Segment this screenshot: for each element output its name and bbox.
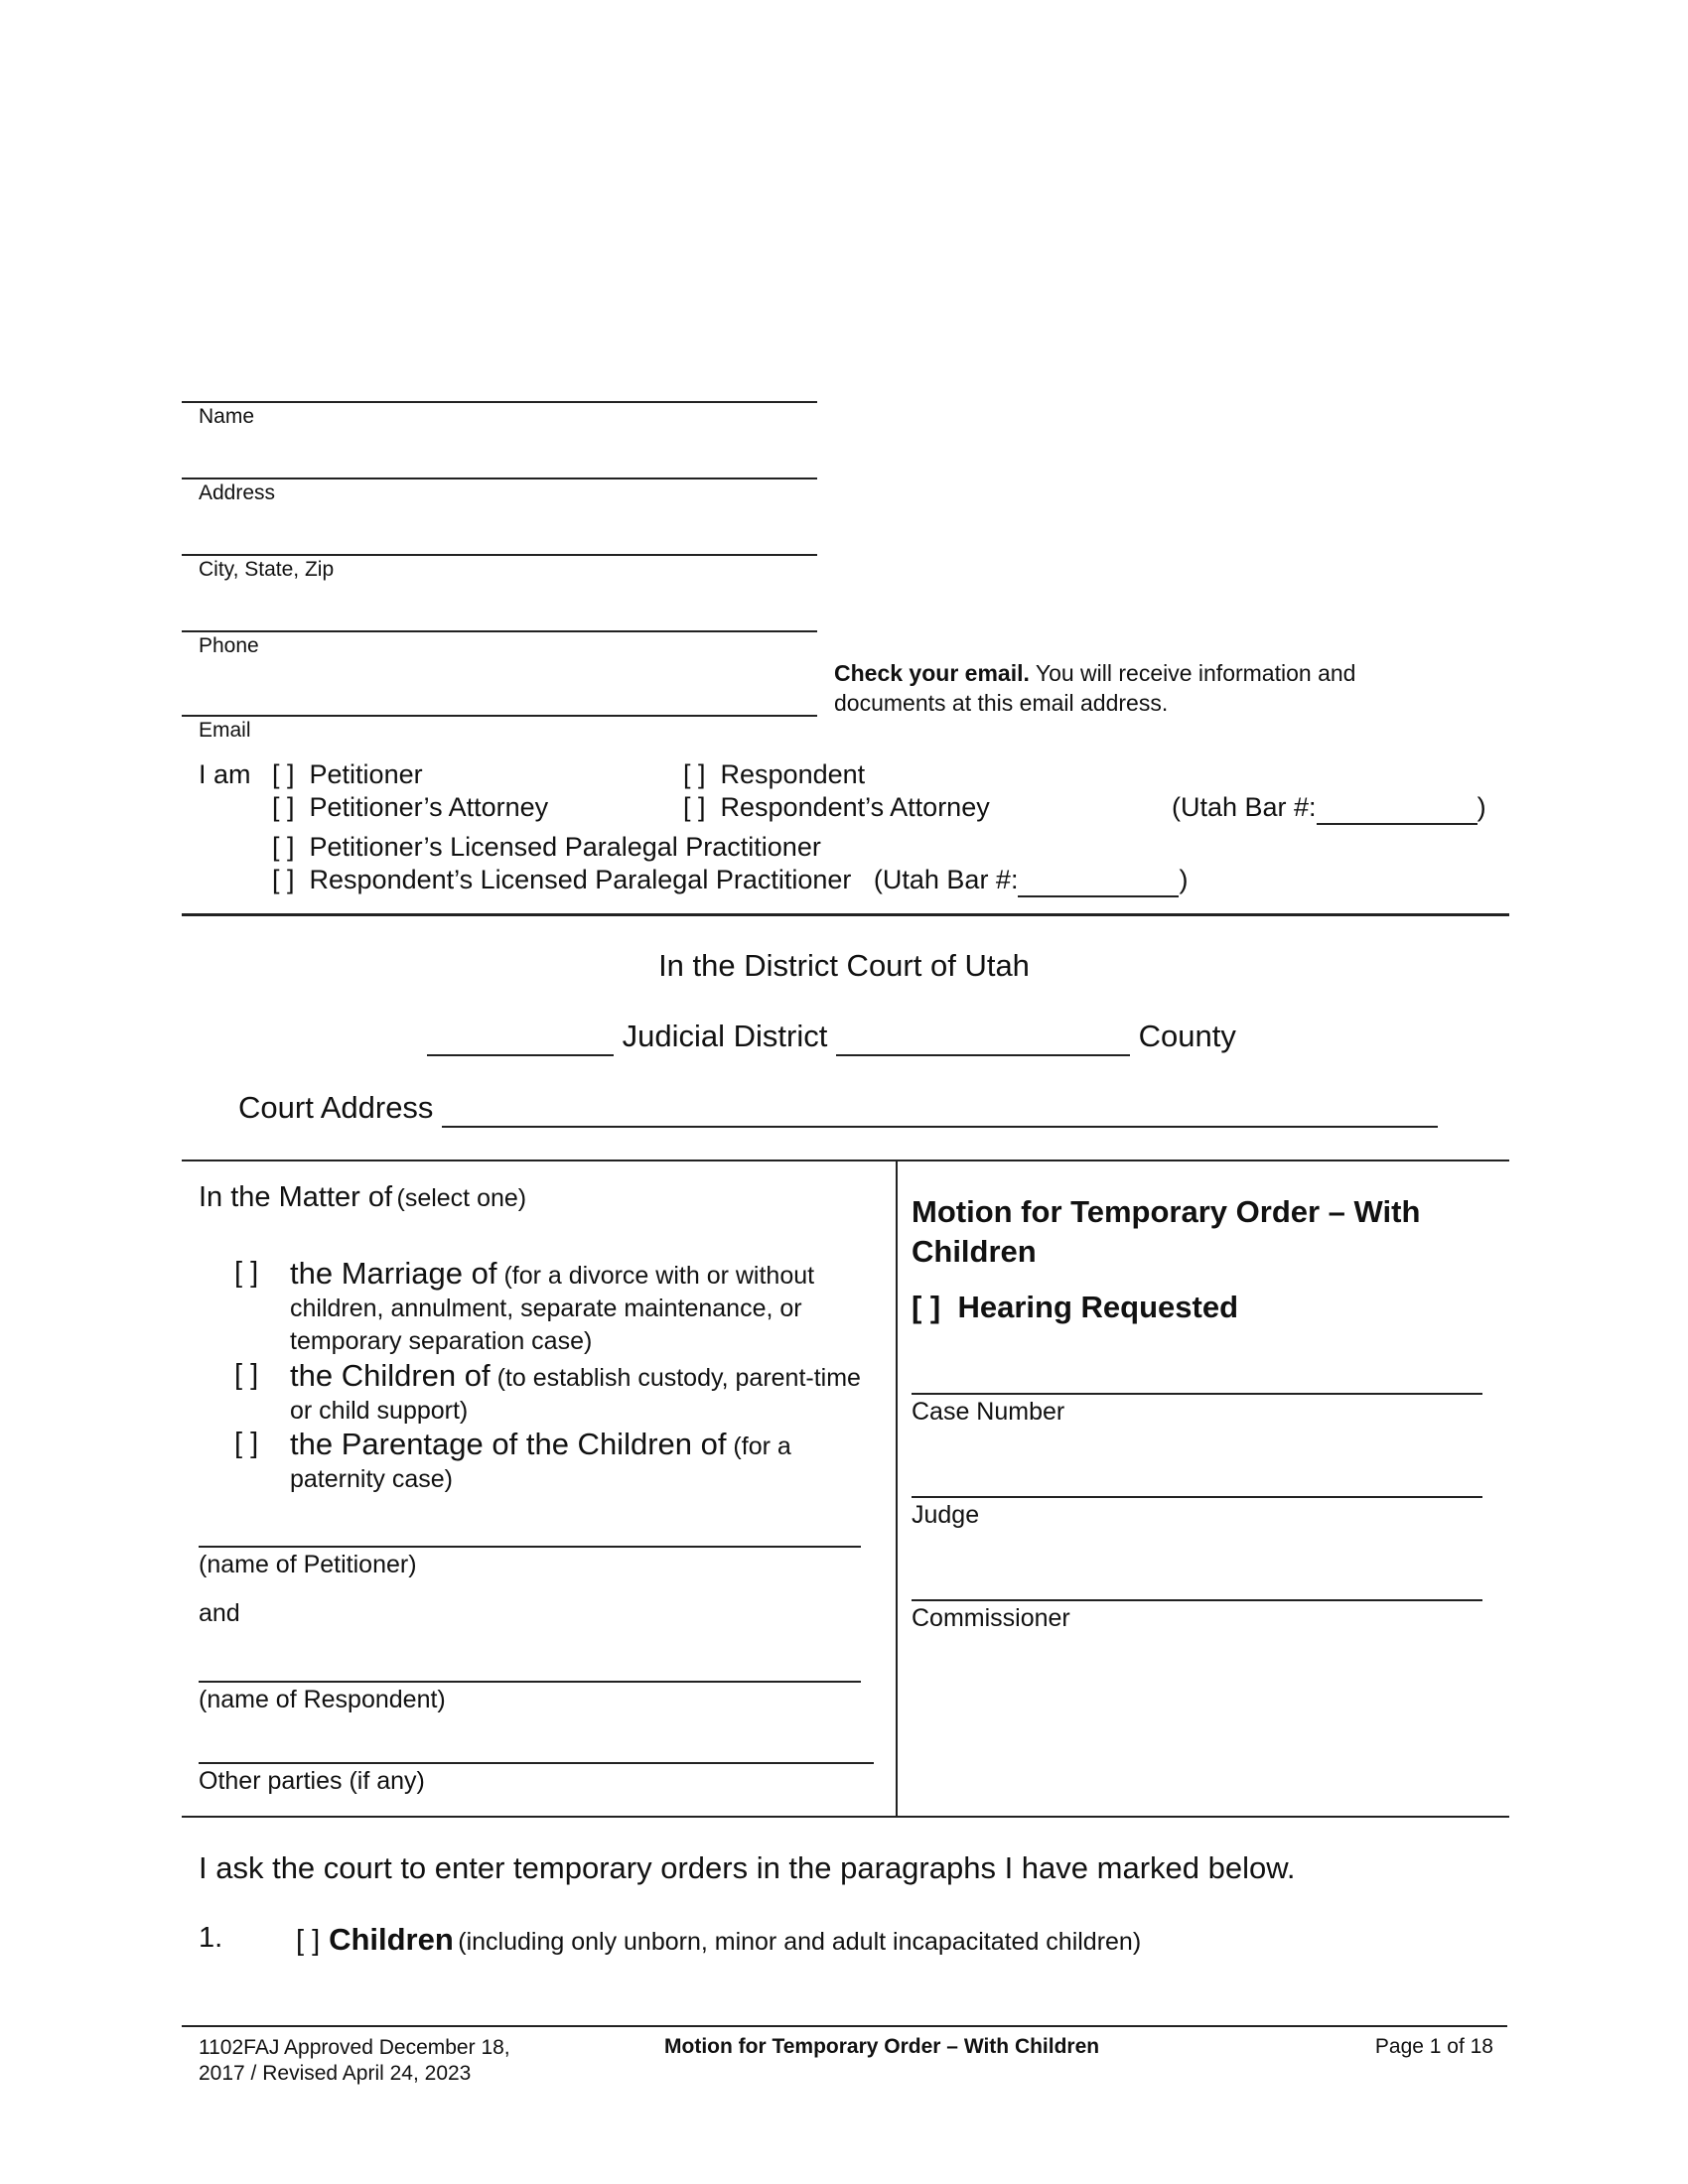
utah-bar-label: (Utah Bar #: <box>1172 792 1317 822</box>
email-note-text: You will receive information and documents at this email address. <box>834 660 1356 716</box>
hearing-checkbox[interactable]: [ ] <box>912 1290 941 1324</box>
attorney-bar-number-field[interactable] <box>1317 792 1477 825</box>
email-note-bold: Check your email. <box>834 660 1030 686</box>
item-1-checkbox[interactable]: [ ] <box>296 1925 321 1957</box>
judge-line[interactable] <box>912 1496 1482 1498</box>
court-address-label: Court Address <box>238 1090 434 1125</box>
parentage-option <box>290 1428 876 1496</box>
case-number-line[interactable] <box>912 1393 1482 1395</box>
matter-heading <box>199 1181 526 1214</box>
respondent-paralegal-option[interactable]: [ ] Respondent’s Licensed Paralegal Practitioner (Utah Bar #: ) <box>272 865 1188 897</box>
hearing-requested-option[interactable] <box>912 1290 1238 1325</box>
county-field[interactable] <box>836 1019 1130 1056</box>
marriage-label: the Marriage of <box>290 1256 497 1291</box>
petitioner-attorney-label: Petitioner’s Attorney <box>309 792 549 822</box>
i-am-label: I am <box>199 759 251 789</box>
item-1-children <box>296 1922 1141 1958</box>
checkbox[interactable]: [ ] <box>272 865 295 894</box>
city-state-zip-line[interactable] <box>182 554 817 556</box>
judicial-district-label: Judicial District <box>622 1019 828 1053</box>
item-1-label: Children <box>329 1922 454 1957</box>
address-line[interactable] <box>182 478 817 479</box>
phone-line[interactable] <box>182 630 817 632</box>
judicial-district-row <box>427 1019 1236 1056</box>
hearing-label: Hearing Requested <box>957 1290 1239 1324</box>
marriage-option <box>290 1257 886 1358</box>
footer-form-id: 1102FAJ Approved December 18, 2017 / Revised April 24, 2023 <box>199 2036 510 2085</box>
petitioner-attorney-option[interactable] <box>272 792 548 823</box>
respondent-attorney-option[interactable] <box>683 792 990 823</box>
other-parties-line[interactable] <box>199 1762 874 1764</box>
respondent-paralegal-label: Respondent’s Licensed Paralegal Practitioner <box>309 865 852 894</box>
children-label: the Children of <box>290 1358 491 1393</box>
name-label: Name <box>199 405 255 428</box>
marriage-checkbox[interactable]: [ ] <box>234 1257 259 1289</box>
attorney-bar-number: (Utah Bar #: ) <box>1172 792 1486 825</box>
petitioner-name-label: (name of Petitioner) <box>199 1551 417 1578</box>
other-parties-label: Other parties (if any) <box>199 1767 425 1795</box>
footer-rule <box>182 2025 1507 2027</box>
and-label: and <box>199 1599 240 1627</box>
item-1-hint: (including only unborn, minor and adult incapacitated children) <box>458 1928 1142 1956</box>
checkbox[interactable]: [ ] <box>683 792 706 822</box>
paralegal-bar-number-field[interactable] <box>1018 865 1179 897</box>
petitioner-paralegal-label: Petitioner’s Licensed Paralegal Practitioner <box>309 832 821 862</box>
court-title: In the District Court of Utah <box>658 948 1030 983</box>
petitioner-name-line[interactable] <box>199 1546 861 1548</box>
parentage-label: the Parentage of the Children of <box>290 1427 727 1461</box>
respondent-attorney-label: Respondent’s Attorney <box>720 792 990 822</box>
utah-bar-label: (Utah Bar #: <box>873 865 1019 894</box>
court-address-row <box>238 1090 1438 1128</box>
petitioner-option[interactable] <box>272 759 423 790</box>
email-line[interactable] <box>182 715 817 717</box>
checkbox[interactable]: [ ] <box>272 759 295 789</box>
matter-hint: (select one) <box>396 1184 527 1212</box>
judge-label: Judge <box>912 1501 980 1529</box>
intro-text: I ask the court to enter temporary orders in the paragraphs I have marked below. <box>199 1850 1296 1885</box>
children-option <box>290 1359 886 1428</box>
name-line[interactable] <box>182 401 817 403</box>
motion-title: Motion for Temporary Order – With Children <box>912 1194 1421 1269</box>
commissioner-label: Commissioner <box>912 1604 1070 1632</box>
address-label: Address <box>199 481 276 504</box>
parentage-hint: (for a paternity case) <box>290 1433 791 1493</box>
judicial-district-field[interactable] <box>427 1019 614 1056</box>
matter-title: In the Matter of <box>199 1181 393 1213</box>
caption-top-border <box>182 1160 1509 1161</box>
children-hint: (to establish custody, parent-time or child support) <box>290 1364 861 1425</box>
court-address-field[interactable] <box>442 1090 1438 1128</box>
petitioner-paralegal-option[interactable] <box>272 832 821 863</box>
item-1-number: 1. <box>199 1922 223 1954</box>
respondent-option[interactable] <box>683 759 865 790</box>
respondent-name-label: (name of Respondent) <box>199 1686 446 1713</box>
checkbox[interactable]: [ ] <box>272 832 295 862</box>
case-number-label: Case Number <box>912 1398 1065 1426</box>
page-number: Page 1 of 18 <box>1374 2035 1493 2058</box>
parentage-checkbox[interactable]: [ ] <box>234 1428 259 1459</box>
marriage-hint: (for a divorce with or without children, annulment, separate maintenance, or temporary separation case) <box>290 1262 815 1355</box>
respondent-label: Respondent <box>720 759 866 789</box>
respondent-name-line[interactable] <box>199 1681 861 1683</box>
children-checkbox[interactable]: [ ] <box>234 1359 259 1391</box>
email-label: Email <box>199 719 251 742</box>
divider <box>182 913 1509 916</box>
county-label: County <box>1138 1019 1236 1053</box>
phone-label: Phone <box>199 634 259 657</box>
city-state-zip-label: City, State, Zip <box>199 558 335 581</box>
email-note <box>834 658 1440 718</box>
checkbox[interactable]: [ ] <box>272 792 295 822</box>
caption-divider <box>896 1160 898 1816</box>
footer-title: Motion for Temporary Order – With Children <box>664 2035 1100 2058</box>
petitioner-label: Petitioner <box>309 759 423 789</box>
checkbox[interactable]: [ ] <box>683 759 706 789</box>
commissioner-line[interactable] <box>912 1599 1482 1601</box>
caption-bottom-border <box>182 1816 1509 1818</box>
